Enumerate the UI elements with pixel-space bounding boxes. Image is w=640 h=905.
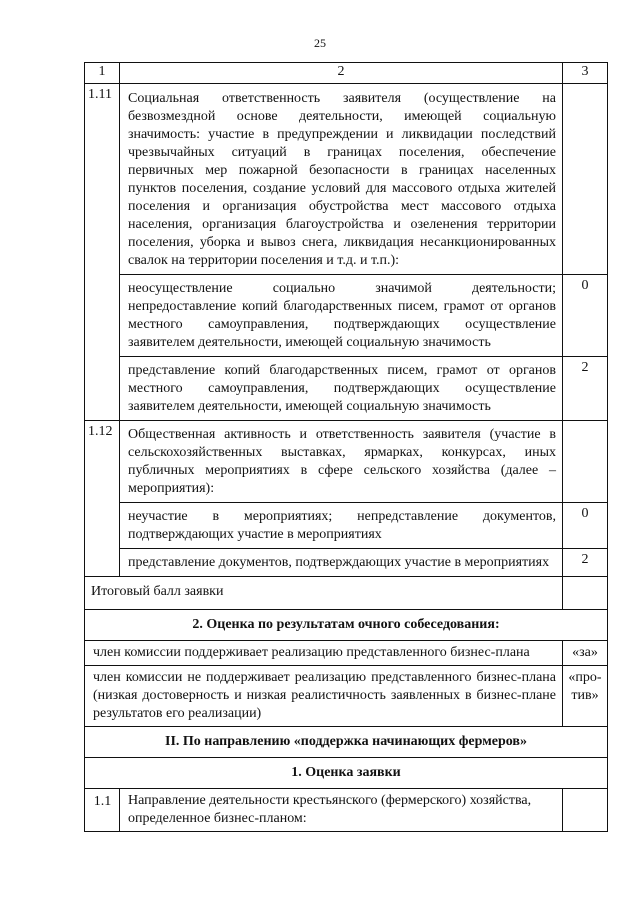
option-row (120, 549, 607, 577)
item-inner-table (120, 84, 607, 420)
option-score: 0 (563, 503, 608, 549)
interview-mark: «про-тив» (563, 666, 608, 727)
header-col-3: 3 (563, 63, 608, 84)
option-row (120, 275, 607, 357)
scoring-table (84, 62, 608, 832)
option-text: неосуществление социально значимой деятельности; непредоставление копий благодарственных писем, грамот от органов местного самоуправления, подтверждающих осуществление заявителем деятельности, имеющей социальную значимость (120, 275, 563, 357)
item-cell (120, 84, 608, 421)
option-text: неучастие в мероприятиях; непредставление документов, подтверждающих участие в мероприятиях (120, 503, 563, 549)
interview-row (85, 641, 608, 666)
table-header-row (85, 63, 608, 84)
total-label: Итоговый балл заявки (85, 577, 563, 610)
page-number: 25 (314, 36, 326, 50)
interview-heading-row (85, 610, 608, 641)
option-score: 0 (563, 275, 608, 357)
direction-heading-row (85, 727, 608, 758)
total-row (85, 577, 608, 610)
score-cell-empty (563, 84, 608, 275)
option-score: 2 (563, 549, 608, 577)
item-1-11-row (85, 84, 608, 421)
option-score: 2 (563, 357, 608, 421)
option-text: представление копий благодарственных писем, грамот от органов местного самоуправления, подтверждающих осуществление заявителем деятельности, имеющей социальную значимость (120, 357, 563, 421)
item-cell (120, 421, 608, 577)
item-description: Социальная ответственность заявителя (осуществление на безвозмездной основе деятельности, имеющей социальную значимость: участие в предупреждении и ликвидации последствий чрезвычайных ситуаций в границах поселения, обеспечение первичных мер пожарной безопасности в границах населенных пунктов поселения, создание условий для массового отдыха жителей поселения и организация обустройства мест массового отдыха населения, организация благоустройства и озеленения территории поселения, уборка и вывоз снега, ликвидация несанкционированных свалок на территории поселения и т.д. и т.п.): (128, 91, 556, 268)
assessment-heading: 1. Оценка заявки (85, 758, 608, 789)
item-description: Общественная активность и ответственность заявителя (участие в сельскохозяйственных выставках, ярмарках, конкурсах, иных публичных мероприятиях в сфере сельского хозяйства (далее – мероприятия): (128, 427, 556, 496)
item-number: 1.11 (85, 84, 120, 421)
item-number: 1.12 (85, 421, 120, 577)
item-description: Направление деятельности крестьянского (фермерского) хозяйства, определенное бизнес-планом: (120, 789, 563, 832)
total-score-cell (563, 577, 608, 610)
header-col-2: 2 (120, 63, 563, 84)
interview-text: член комиссии поддерживает реализацию представленного бизнес-плана (85, 641, 563, 666)
option-text: представление документов, подтверждающих участие в мероприятиях (120, 549, 563, 577)
interview-text: член комиссии не поддерживает реализацию представленного бизнес-плана (низкая достоверность и низкая реалистичность заявленных в бизнес-плане результатов его реализации) (85, 666, 563, 727)
item-1-1-row (85, 789, 608, 832)
option-row (120, 503, 607, 549)
item-inner-table (120, 421, 607, 576)
option-row (120, 357, 607, 421)
score-cell-empty (563, 421, 608, 503)
interview-row (85, 666, 608, 727)
item-number: 1.1 (85, 789, 120, 832)
item-1-12-row (85, 421, 608, 577)
score-cell-empty (563, 789, 608, 832)
interview-mark: «за» (563, 641, 608, 666)
assessment-heading-row (85, 758, 608, 789)
interview-heading: 2. Оценка по результатам очного собеседования: (85, 610, 608, 641)
header-col-1: 1 (85, 63, 120, 84)
direction-heading: II. По направлению «поддержка начинающих фермеров» (85, 727, 608, 758)
